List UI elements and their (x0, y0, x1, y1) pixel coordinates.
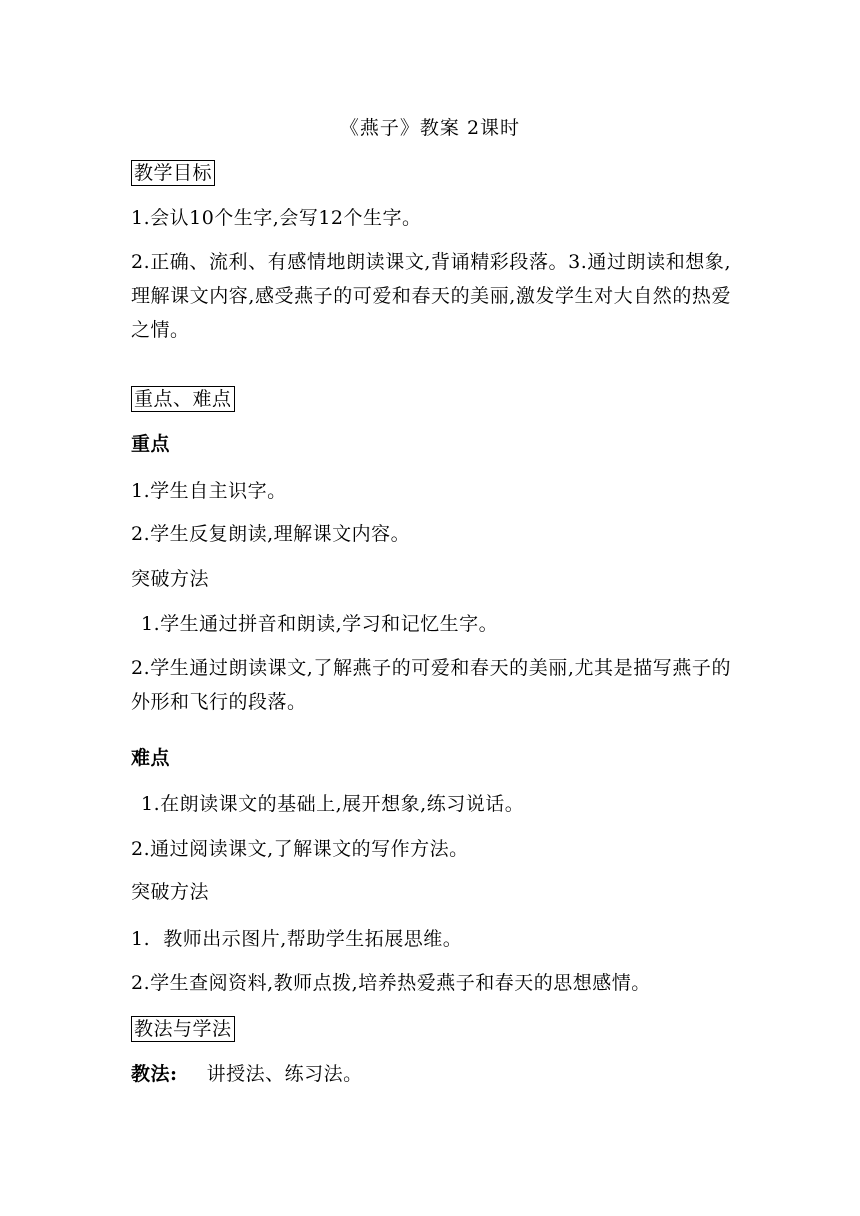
methods-heading: 教法与学法 (131, 1016, 235, 1042)
difficult-method-1: 1. 教师出示图片,帮助学生拓展思维。 (131, 928, 463, 950)
teaching-label: 教法: (131, 1063, 178, 1085)
difficult-method-heading: 突破方法 (131, 881, 210, 903)
key-method-heading: 突破方法 (131, 568, 210, 590)
key-points-heading-row (131, 386, 731, 412)
page-title: 《燕子》教案 2课时 (339, 117, 521, 139)
difficult-heading: 难点 (131, 747, 171, 769)
goals-heading-row (131, 160, 731, 186)
key-1: 1.学生自主识字。 (131, 480, 287, 502)
teaching-row (131, 1062, 731, 1086)
goal-1: 1.会认10个生字,会写12个生字。 (131, 207, 422, 229)
key-method-1: 1.学生通过拼音和朗读,学习和记忆生字。 (141, 613, 499, 635)
teaching-value: 讲授法、练习法。 (206, 1063, 363, 1085)
goal-2-3: 2.正确、流利、有感情地朗读课文,背诵精彩段落。3.通过朗读和想象,理解课文内容,感受燕子的可爱和春天的美丽,激发学生对大自然的热爱之情。 (131, 251, 731, 341)
key-heading: 重点 (131, 433, 171, 455)
difficult-1: 1.在朗读课文的基础上,展开想象,练习说话。 (141, 793, 525, 815)
difficult-method-2: 2.学生查阅资料,教师点拨,培养热爱燕子和春天的思想感情。 (131, 972, 651, 994)
difficult-2: 2.通过阅读课文,了解课文的写作方法。 (131, 838, 469, 860)
methods-heading-row (131, 1016, 731, 1042)
key-points-heading: 重点、难点 (131, 386, 235, 412)
key-method-2: 2.学生通过朗读课文,了解燕子的可爱和春天的美丽,尤其是描写燕子的外形和飞行的段落。 (131, 657, 731, 713)
key-2: 2.学生反复朗读,理解课文内容。 (131, 523, 411, 545)
goals-heading: 教学目标 (131, 160, 215, 186)
